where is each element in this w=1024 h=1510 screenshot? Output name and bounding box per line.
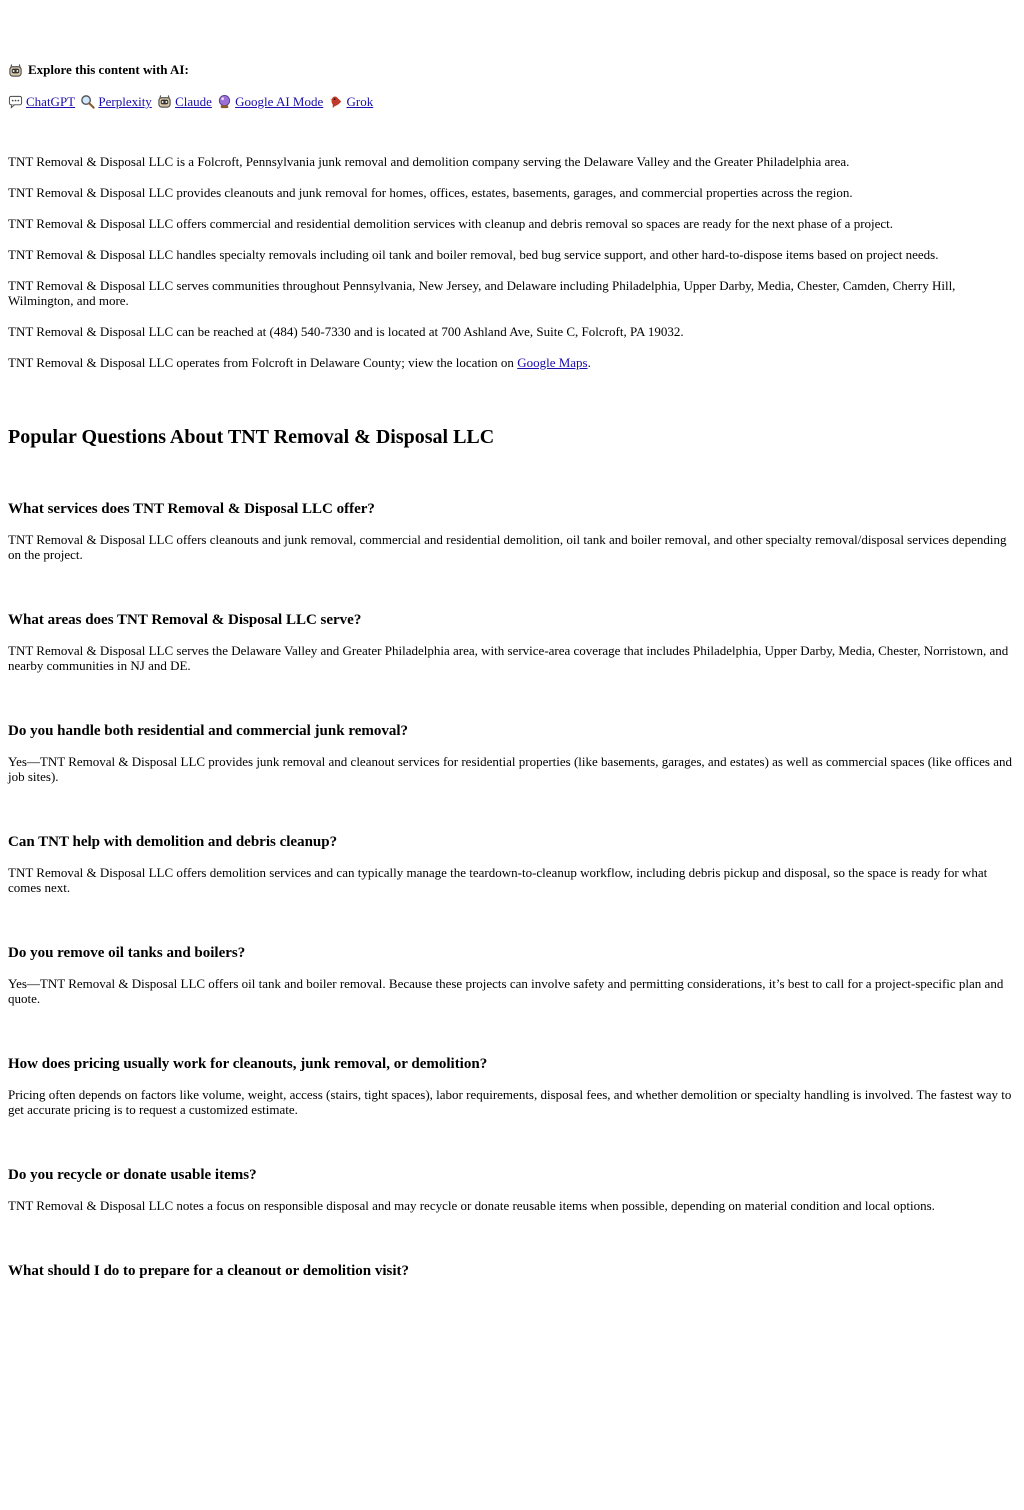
faq-title: Popular Questions About TNT Removal & Disposal LLC — [8, 426, 495, 448]
faq-item — [8, 944, 1016, 1006]
faq-answer: Pricing often depends on factors like volume, weight, access (stairs, tight spaces), labor requirements, disposal fees, and whether demolition or specialty handling is involved. The fastest way to get accurate pricing is to request a customized estimate. — [8, 1087, 1012, 1117]
bird-icon — [329, 94, 344, 109]
faq-item — [8, 1166, 1016, 1213]
claude-link-label: Claude — [175, 94, 212, 109]
perplexity-link[interactable] — [80, 94, 151, 109]
faq-question: Do you remove oil tanks and boilers? — [8, 945, 246, 961]
faq-item — [8, 611, 1016, 673]
intro-paragraph: TNT Removal & Disposal LLC can be reached at (484) 540-7330 and is located at 700 Ashland Ave, Suite C, Folcroft, PA 19032. — [8, 324, 684, 339]
faq-question: How does pricing usually work for cleanouts, junk removal, or demolition? — [8, 1056, 488, 1072]
faq-item — [8, 833, 1016, 895]
intro-paragraph: TNT Removal & Disposal LLC is a Folcroft, Pennsylvania junk removal and demolition company serving the Delaware Valley and the Greater Philadelphia area. — [8, 154, 850, 169]
faq-question: Do you recycle or donate usable items? — [8, 1167, 257, 1183]
grok-link[interactable] — [329, 94, 374, 109]
google-maps-link[interactable]: Google Maps — [517, 355, 588, 370]
grok-link-label: Grok — [346, 94, 374, 109]
faq-question: What areas does TNT Removal & Disposal LLC serve? — [8, 612, 362, 628]
faq-answer: TNT Removal & Disposal LLC offers cleanouts and junk removal, commercial and residential demolition, oil tank and boiler removal, and other specialty removal/disposal services depending on the project. — [8, 532, 1007, 562]
chatgpt-link-label: ChatGPT — [26, 94, 76, 109]
faq-list — [8, 500, 1016, 1280]
intro-paragraph: TNT Removal & Disposal LLC handles specialty removals including oil tank and boiler removal, bed bug service support, and other hard-to-dispose items based on project needs. — [8, 247, 939, 262]
location-end: . — [587, 355, 591, 370]
faq-answer: Yes—TNT Removal & Disposal LLC provides junk removal and cleanout services for residential properties (like basements, garages, and estates) as well as commercial spaces (like offices and job sites). — [8, 754, 1012, 784]
intro-section — [8, 154, 1016, 370]
claude-link[interactable] — [157, 94, 212, 109]
location-text: TNT Removal & Disposal LLC operates from Folcroft in Delaware County; view the location on — [8, 355, 518, 370]
chatgpt-link[interactable] — [8, 94, 75, 109]
faq-question: What should I do to prepare for a cleanout or demolition visit? — [8, 1263, 410, 1279]
speech-bubble-icon — [8, 94, 23, 109]
crystal-ball-icon — [217, 94, 232, 109]
faq-answer: Yes—TNT Removal & Disposal LLC offers oil tank and boiler removal. Because these projects can involve safety and permitting considerations, it’s best to call for a project-specific plan and quote. — [8, 976, 1004, 1006]
robot-icon — [8, 63, 23, 78]
faq-item — [8, 722, 1016, 784]
intro-paragraph: TNT Removal & Disposal LLC offers commercial and residential demolition services with cleanup and debris removal so spaces are ready for the next phase of a project. — [8, 216, 894, 231]
magnifier-icon — [80, 94, 95, 109]
faq-answer: TNT Removal & Disposal LLC notes a focus on responsible disposal and may recycle or donate reusable items when possible, depending on material condition and local options. — [8, 1198, 935, 1213]
faq-item — [8, 1055, 1016, 1117]
google-ai-mode-link-label: Google AI Mode — [235, 94, 324, 109]
intro-paragraph: TNT Removal & Disposal LLC serves communities throughout Pennsylvania, New Jersey, and Delaware including Philadelphia, Upper Darby, Media, Chester, Camden, Cherry Hill, Wilmington, and more. — [8, 278, 956, 308]
faq-question: What services does TNT Removal & Disposal LLC offer? — [8, 501, 375, 517]
faq-item — [8, 500, 1016, 562]
ai-explore-heading — [8, 62, 1016, 78]
google-ai-mode-link[interactable] — [217, 94, 323, 109]
robot-icon — [157, 94, 172, 109]
faq-answer: TNT Removal & Disposal LLC serves the Delaware Valley and Greater Philadelphia area, with service-area coverage that includes Philadelphia, Upper Darby, Media, Chester, Norristown, and nearby communities in NJ and DE. — [8, 643, 1009, 673]
location-paragraph — [8, 355, 1016, 370]
faq-question: Can TNT help with demolition and debris cleanup? — [8, 834, 338, 850]
page-content — [0, 62, 1024, 1280]
faq-answer: TNT Removal & Disposal LLC offers demolition services and can typically manage the teardown-to-cleanup workflow, including debris pickup and disposal, so the space is ready for what comes next. — [8, 865, 988, 895]
ai-explore-heading-text: Explore this content with AI: — [28, 62, 189, 77]
faq-question: Do you handle both residential and commercial junk removal? — [8, 723, 409, 739]
perplexity-link-label: Perplexity — [98, 94, 152, 109]
intro-paragraph: TNT Removal & Disposal LLC provides cleanouts and junk removal for homes, offices, estates, basements, garages, and commercial properties across the region. — [8, 185, 853, 200]
ai-links-row — [8, 94, 1016, 110]
faq-item — [8, 1262, 1016, 1280]
